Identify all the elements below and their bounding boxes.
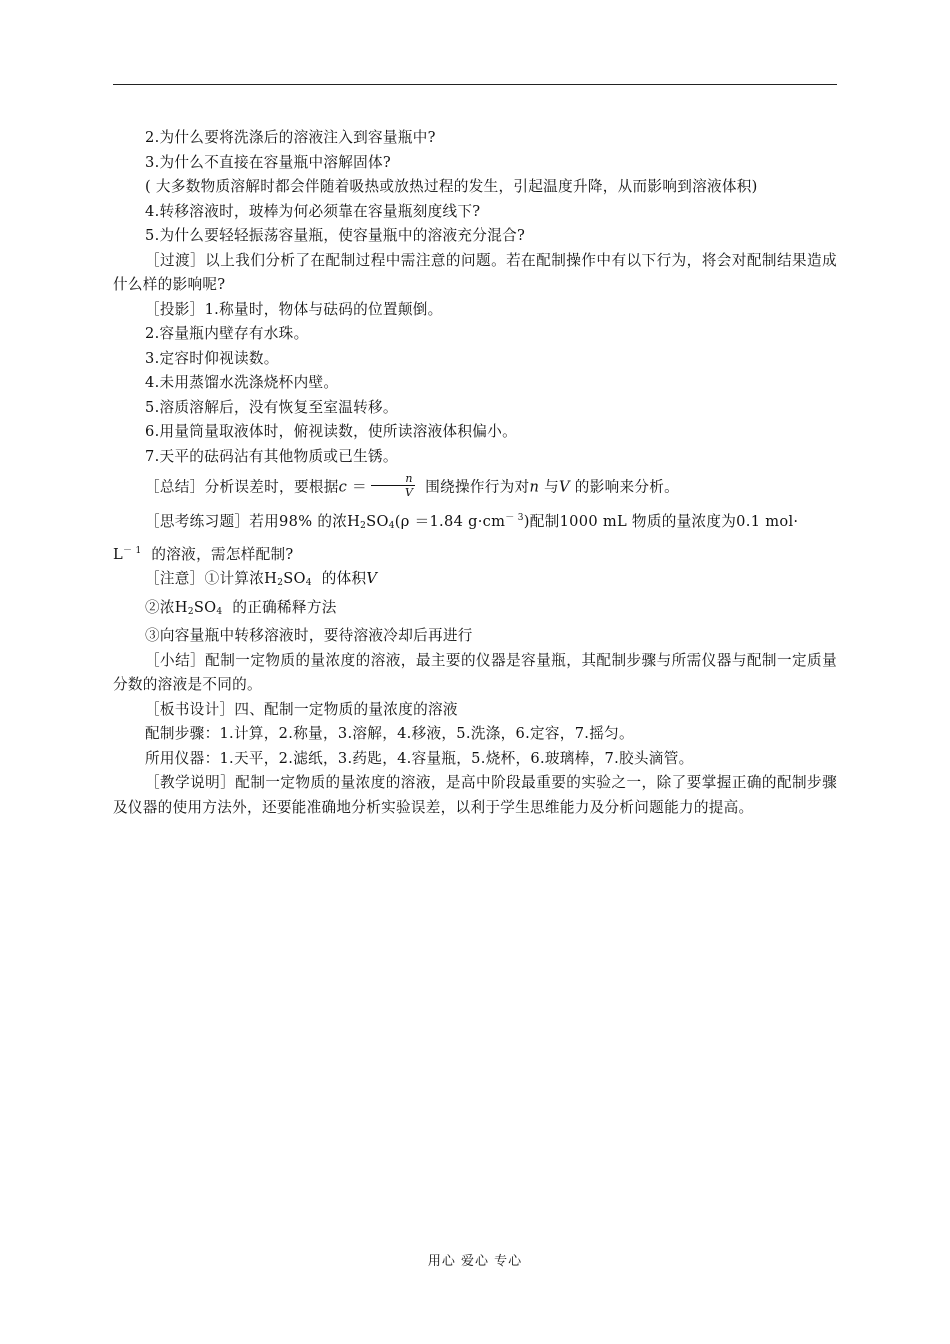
- projection-item-2: 2.容量瓶内壁存有水珠。: [145, 325, 309, 342]
- exercise-part3: (ρ ＝1.84 g·cm: [394, 513, 506, 530]
- exercise-part2: SO: [366, 513, 389, 530]
- note2-suffix: 的正确稀释方法: [232, 598, 337, 616]
- exercise-line2-rest: 的溶液，需怎样配制?: [151, 545, 294, 563]
- board-design-heading: ［板书设计］四、配制一定物质的量浓度的溶液: [145, 700, 458, 718]
- exercise-part1: ［思考练习题］若用98% 的浓H: [145, 513, 361, 530]
- summary-suffix: 的影响来分析。: [569, 478, 680, 496]
- instrument-list: 所用仪器：1.天平，2.滤纸，3.药匙，4.容量瓶，5.烧杯，6.玻璃棒，7.胶头滴管。: [145, 749, 694, 767]
- exercise-unit-l: L: [113, 545, 123, 563]
- note1-sub-2: 2: [277, 578, 284, 588]
- question-3: 3.为什么不直接在容量瓶中溶解固体?: [145, 153, 392, 171]
- question-5: 5.为什么要轻轻振荡容量瓶，使容量瓶中的溶液充分混合?: [145, 227, 526, 244]
- question-4: 4.转移溶液时，玻棒为何必须靠在容量瓶刻度线下?: [145, 202, 481, 220]
- summary-paragraph: [113, 474, 837, 501]
- exercise-sup-neg1: － 1: [123, 545, 142, 556]
- document-body: [113, 126, 837, 820]
- brief-summary-paragraph: ［小结］配制一定物质的量浓度的溶液，最主要的仪器是容量瓶，其配制步骤与所需仪器与配制一定质量分数的溶液是不同的。: [113, 651, 837, 693]
- concentration-fraction: [371, 472, 415, 499]
- projection-item-4: 4.未用蒸馏水洗涤烧杯内壁。: [145, 374, 339, 391]
- fraction-denominator: V: [404, 486, 414, 499]
- summary-var-n: n: [529, 478, 540, 496]
- projection-item-1: ［投影］1.称量时，物体与砝码的位置颠倒。: [145, 300, 443, 318]
- question-2: 2.为什么要将洗涤后的溶液注入到容量瓶中?: [145, 129, 436, 146]
- exercise-sub-4: 4: [388, 521, 395, 531]
- preparation-steps: 配制步骤：1.计算，2.称量，3.溶解，4.移液，5.洗涤，6.定容，7.摇匀。: [145, 725, 634, 742]
- note1-prefix: ［注意］①计算浓H: [145, 570, 278, 587]
- note1-sub-4: 4: [305, 578, 312, 588]
- page-footer: 用心 爱心 专心: [427, 1254, 523, 1269]
- projection-item-7: 7.天平的砝码沾有其他物质或已生锈。: [145, 447, 398, 465]
- summary-equals: ＝: [347, 478, 367, 496]
- summary-conj: 与: [539, 478, 560, 496]
- note-item-3: ③向容量瓶中转移溶液时，要待溶液冷却后再进行: [145, 627, 473, 644]
- note-item-1: [113, 567, 837, 596]
- projection-item-6: 6.用量筒量取液体时，俯视读数，使所读溶液体积偏小。: [145, 423, 517, 440]
- summary-var-c: c: [338, 478, 348, 496]
- note2-sub-4: 4: [216, 606, 223, 617]
- note2-sub-2: 2: [187, 606, 194, 617]
- note1-suffix: 的体积: [321, 570, 367, 587]
- exercise-sub-2: 2: [360, 521, 367, 531]
- header-rule: [113, 84, 837, 85]
- transition-paragraph: ［过渡］以上我们分析了在配制过程中需注意的问题。若在配制操作中有以下行为，将会对配制结果造成什么样的影响呢?: [113, 251, 837, 293]
- note2-prefix: ②浓H: [145, 598, 188, 616]
- note-item-2: [113, 596, 837, 625]
- note1-mid: SO: [283, 570, 306, 587]
- teaching-note-paragraph: ［教学说明］配制一定物质的量浓度的溶液，是高中阶段最重要的实验之一，除了要掌握正确的配制步骤及仪器的使用方法外，还要能准确地分析实验误差，以利于学生思维能力及分析问题能力的提高。: [113, 774, 837, 816]
- fraction-numerator: n: [371, 472, 415, 486]
- projection-item-5: 5.溶质溶解后，没有恢复至室温转移。: [145, 398, 398, 416]
- exercise-part4: )配制1000 mL 物质的量浓度为0.1 mol·: [523, 513, 799, 530]
- note1-var-v: V: [366, 570, 378, 587]
- summary-prefix: ［总结］分析误差时，要根据: [145, 478, 339, 496]
- note2-mid: SO: [193, 598, 217, 616]
- exercise-line-2: [113, 539, 837, 568]
- summary-var-v: V: [559, 478, 570, 496]
- exercise-paragraph: [113, 506, 837, 539]
- projection-item-3: 3.定容时仰视读数。: [145, 349, 279, 367]
- summary-middle: 围绕操作行为对: [425, 478, 530, 496]
- exercise-sup-neg3: － 3: [505, 513, 524, 523]
- answer-3: ( 大多数物质溶解时都会伴随着吸热或放热过程的发生，引起温度升降，从而影响到溶液体积): [145, 178, 758, 195]
